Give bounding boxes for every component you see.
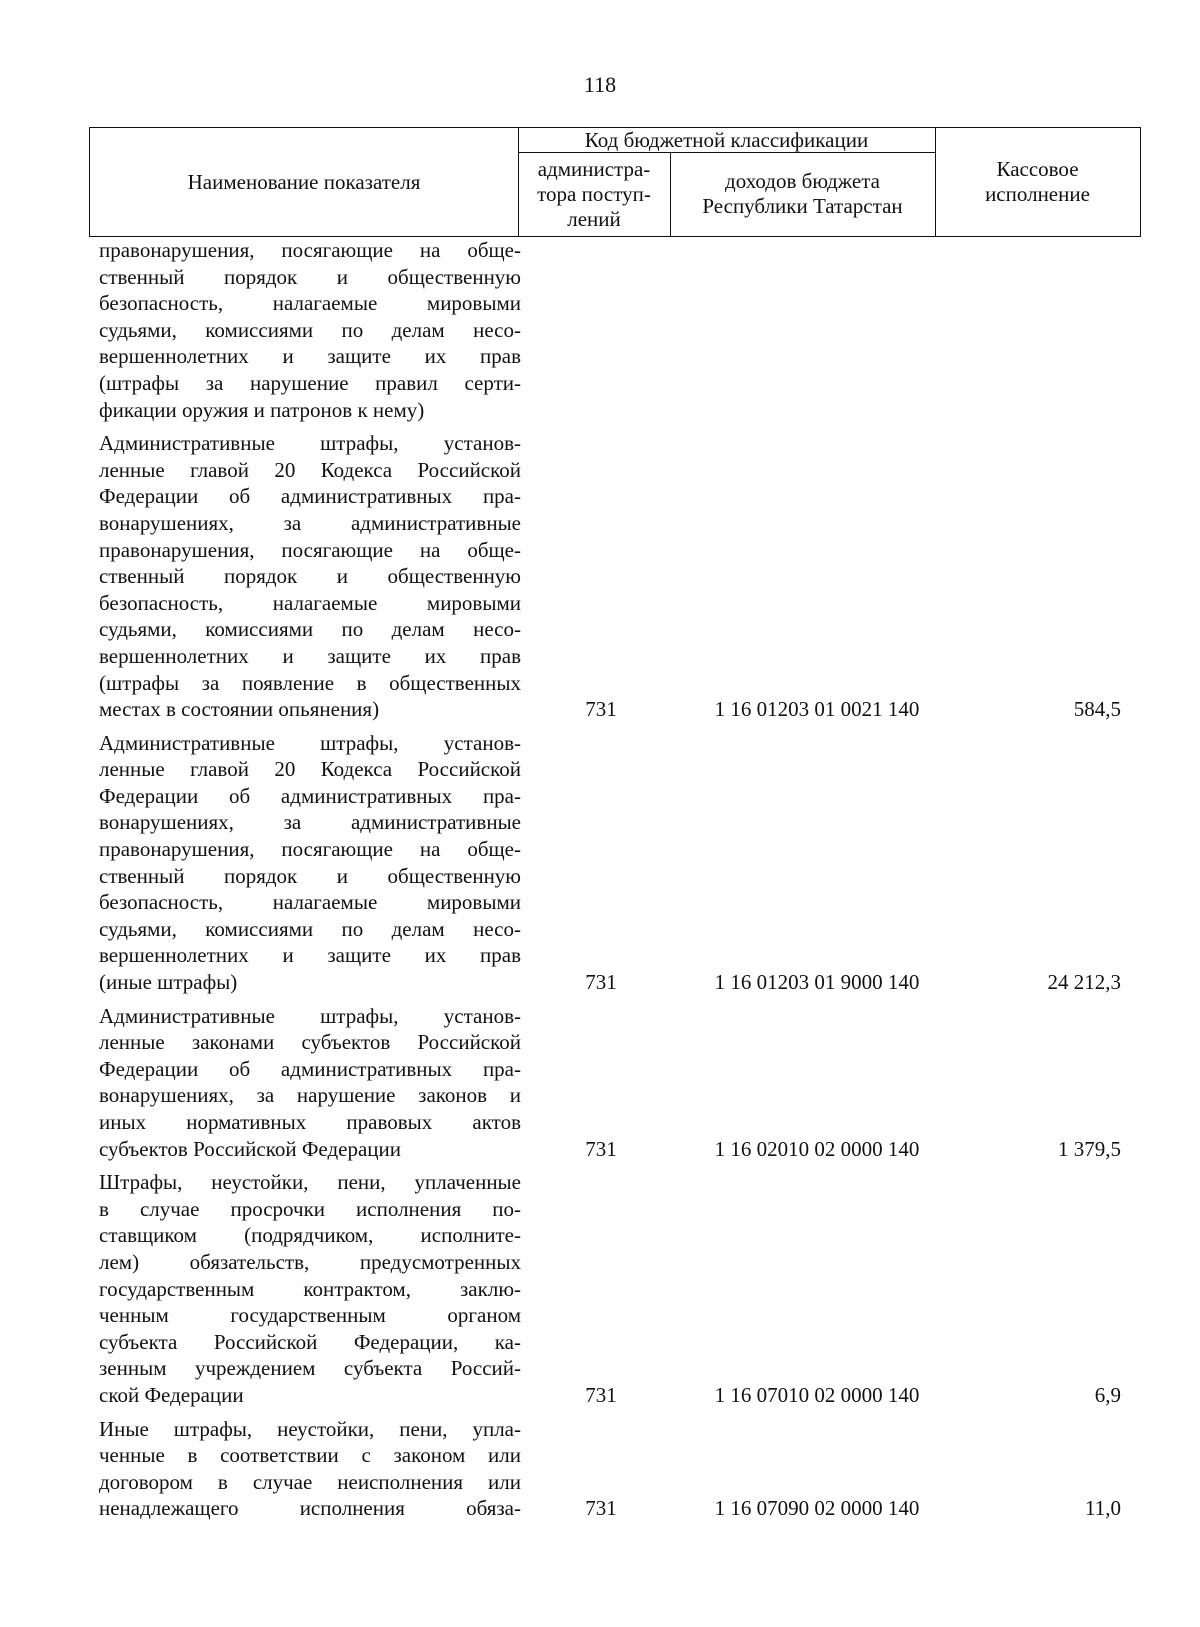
table-header <box>89 127 1141 237</box>
header-group: Код бюджетной классификации <box>584 127 869 152</box>
row-amount: 24 212,3 <box>1047 970 1121 995</box>
row-name: Иные штрафы, неустойки, пени, упла- ченные в соответствии с законом или договором в случае неисполнения или ненадлежащего исполнения обяза- <box>99 1416 521 1521</box>
row-name: Административные штрафы, установ- ленные главой 20 Кодекса Российской Федерации об административных пра- вонарушениях, за административные правонарушения, посягающие на обще- ственный порядок и общественную безопасность, налагаемые мировыми судьями, комиссиями по делам несо- вершеннолетних и защите их прав (иные штрафы) <box>99 730 521 995</box>
row-name: Административные штрафы, установ- ленные главой 20 Кодекса Российской Федерации об административных пра- вонарушениях, за административные правонарушения, посягающие на обще- ственный порядок и общественную безопасность, налагаемые мировыми судьями, комиссиями по делам несо- вершеннолетних и защите их прав (штрафы за появление в общественных местах в состоянии опьянения) <box>99 431 521 722</box>
row-admin-code: 731 <box>585 1382 617 1407</box>
row-admin-code: 731 <box>585 1136 617 1161</box>
table-row <box>89 430 1141 723</box>
row-amount: 6,9 <box>1094 1382 1121 1407</box>
row-income-code: 1 16 01203 01 9000 140 <box>714 970 920 995</box>
row-admin-code: 731 <box>585 697 617 722</box>
table-body <box>89 237 1141 1529</box>
row-name: Штрафы, неустойки, пени, уплаченные в случае просрочки исполнения по- ставщиком (подрядчиком, исполните- лем) обязательств, предусмотренных государственным контрактом, заклю- ченным государственным органом субъекта Российской Федерации, ка- зенным учреждением субъекта Россий- ской Федерации <box>99 1170 521 1407</box>
row-name: Административные штрафы, установ- ленные законами субъектов Российской Федерации об административных пра- вонарушениях, за нарушение законов и иных нормативных правовых актов субъектов Российской Федерации <box>99 1003 521 1161</box>
row-admin-code: 731 <box>585 1496 617 1521</box>
table-row <box>89 1003 1141 1163</box>
table-row <box>89 1169 1141 1408</box>
header-income: доходов бюджета Республики Татарстан <box>702 169 903 218</box>
row-income-code: 1 16 02010 02 0000 140 <box>714 1136 920 1161</box>
header-cash: Кассовое исполнение <box>985 157 1090 206</box>
table-row <box>89 730 1141 996</box>
page-number: 118 <box>583 72 617 97</box>
header-name: Наименование показателя <box>187 169 421 194</box>
row-amount: 584,5 <box>1073 697 1121 722</box>
header-admin: администра- тора поступ- лений <box>537 156 651 231</box>
row-income-code: 1 16 07090 02 0000 140 <box>714 1496 920 1521</box>
row-admin-code: 731 <box>585 970 617 995</box>
row-name: правонарушения, посягающие на обще- ственный порядок и общественную безопасность, налагаемые мировыми судьями, комиссиями по делам несо- вершеннолетних и защите их прав (штрафы за нарушение правил серти- фикации оружия и патронов к нему) <box>99 238 521 422</box>
row-income-code: 1 16 01203 01 0021 140 <box>714 697 920 722</box>
table-row <box>89 1416 1141 1522</box>
row-amount: 1 379,5 <box>1058 1136 1121 1161</box>
table-row <box>89 237 1141 423</box>
row-income-code: 1 16 07010 02 0000 140 <box>714 1382 920 1407</box>
row-amount: 11,0 <box>1085 1496 1121 1521</box>
